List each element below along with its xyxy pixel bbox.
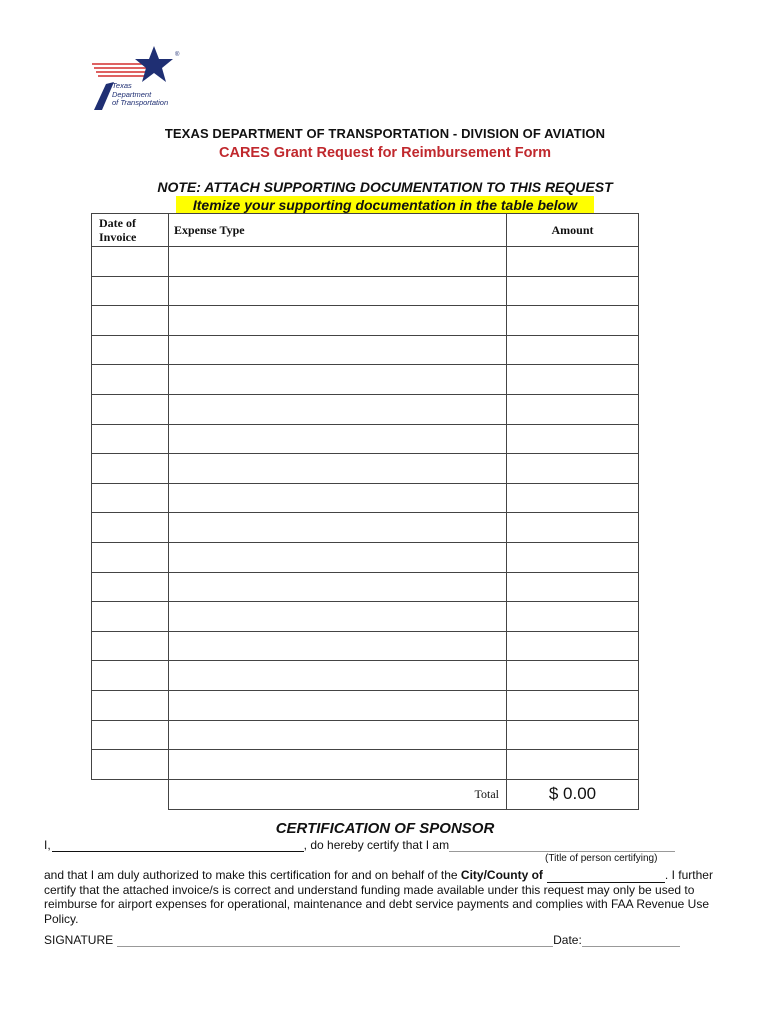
date-cell[interactable] — [92, 513, 169, 543]
table-row — [92, 394, 639, 424]
registered-mark: ® — [175, 52, 180, 58]
name-field[interactable] — [52, 839, 304, 852]
column-header-label: Amount — [551, 223, 594, 237]
table-row — [92, 631, 639, 661]
expense-type-cell[interactable] — [169, 542, 507, 572]
expense-type-cell[interactable] — [169, 661, 507, 691]
signature-label: SIGNATURE — [44, 933, 114, 947]
certification-paragraph — [44, 868, 720, 926]
date-cell[interactable] — [92, 365, 169, 395]
table-row — [92, 720, 639, 750]
expense-type-cell[interactable] — [169, 394, 507, 424]
expense-type-cell[interactable] — [169, 572, 507, 602]
expense-type-cell[interactable] — [169, 750, 507, 780]
column-header-expense-type — [169, 214, 507, 247]
expense-table-body — [92, 247, 639, 780]
total-spacer — [92, 779, 169, 809]
expense-type-cell[interactable] — [169, 513, 507, 543]
table-row — [92, 454, 639, 484]
agency-heading: TEXAS DEPARTMENT OF TRANSPORTATION - DIVISION OF AVIATION — [164, 126, 606, 141]
amount-cell[interactable] — [507, 602, 639, 632]
logo-line: Texas — [112, 81, 132, 90]
date-cell[interactable] — [92, 394, 169, 424]
form-title: CARES Grant Request for Reimbursement Form — [219, 145, 551, 161]
column-header-amount — [507, 214, 639, 247]
table-row — [92, 750, 639, 780]
amount-cell[interactable] — [507, 247, 639, 277]
table-row — [92, 690, 639, 720]
amount-cell[interactable] — [507, 424, 639, 454]
amount-cell[interactable] — [507, 513, 639, 543]
para-rest: . I further certify that the attached invoice/s is correct and understand funding made available under this request may only be used to reimburse for airport expenses for operational, maintenance and debt service payments and complies with FAA Revenue Use Policy. — [44, 868, 713, 926]
table-row — [92, 572, 639, 602]
total-row — [92, 779, 639, 809]
table-row — [92, 276, 639, 306]
itemize-instruction: Itemize your supporting documentation in the table below — [176, 196, 594, 214]
date-cell[interactable] — [92, 602, 169, 632]
table-row — [92, 542, 639, 572]
amount-cell[interactable] — [507, 690, 639, 720]
title-hint: (Title of person certifying) — [545, 853, 658, 864]
amount-cell[interactable] — [507, 572, 639, 602]
amount-cell[interactable] — [507, 454, 639, 484]
amount-cell[interactable] — [507, 276, 639, 306]
certify-prefix: I, — [44, 838, 51, 852]
amount-cell[interactable] — [507, 483, 639, 513]
city-county-field[interactable] — [547, 870, 665, 883]
date-field[interactable] — [582, 934, 680, 947]
signature-line — [44, 933, 680, 947]
column-header-date — [92, 214, 169, 247]
date-cell[interactable] — [92, 454, 169, 484]
amount-cell[interactable] — [507, 631, 639, 661]
amount-cell[interactable] — [507, 750, 639, 780]
expense-type-cell[interactable] — [169, 483, 507, 513]
date-cell[interactable] — [92, 247, 169, 277]
expense-type-cell[interactable] — [169, 720, 507, 750]
expense-type-cell[interactable] — [169, 690, 507, 720]
expense-type-cell[interactable] — [169, 247, 507, 277]
date-cell[interactable] — [92, 483, 169, 513]
date-cell[interactable] — [92, 631, 169, 661]
amount-cell[interactable] — [507, 306, 639, 336]
total-amount-field[interactable]: $ 0.00 — [507, 779, 639, 809]
date-cell[interactable] — [92, 690, 169, 720]
expense-table — [91, 213, 639, 810]
total-label: Total — [169, 779, 507, 809]
date-cell[interactable] — [92, 276, 169, 306]
table-row — [92, 513, 639, 543]
table-row — [92, 365, 639, 395]
expense-type-cell[interactable] — [169, 424, 507, 454]
date-cell[interactable] — [92, 424, 169, 454]
table-row — [92, 306, 639, 336]
column-header-date-line: Date of — [99, 216, 136, 230]
signature-field[interactable] — [117, 934, 553, 947]
certification-title: CERTIFICATION OF SPONSOR — [275, 820, 495, 837]
amount-cell[interactable] — [507, 661, 639, 691]
amount-cell[interactable] — [507, 394, 639, 424]
attach-note: NOTE: ATTACH SUPPORTING DOCUMENTATION TO THIS REQUEST — [157, 179, 613, 195]
amount-cell[interactable] — [507, 365, 639, 395]
date-cell[interactable] — [92, 720, 169, 750]
date-cell[interactable] — [92, 542, 169, 572]
certification-line — [44, 838, 675, 852]
column-header-date-line: Invoice — [99, 230, 137, 244]
table-row — [92, 602, 639, 632]
table-row — [92, 661, 639, 691]
expense-type-cell[interactable] — [169, 276, 507, 306]
expense-type-cell[interactable] — [169, 306, 507, 336]
date-cell[interactable] — [92, 750, 169, 780]
logo-text — [112, 82, 168, 108]
table-row — [92, 483, 639, 513]
amount-cell[interactable] — [507, 542, 639, 572]
date-cell[interactable] — [92, 572, 169, 602]
date-cell[interactable] — [92, 661, 169, 691]
para-start: and that I am duly authorized to make this certification for and on behalf of the — [44, 868, 458, 882]
expense-type-cell[interactable] — [169, 454, 507, 484]
amount-cell[interactable] — [507, 720, 639, 750]
date-cell[interactable] — [92, 306, 169, 336]
logo-line: of Transportation — [112, 98, 169, 107]
title-field[interactable] — [449, 839, 675, 852]
expense-type-cell[interactable] — [169, 602, 507, 632]
table-header-row — [92, 214, 639, 247]
table-row — [92, 424, 639, 454]
table-row — [92, 247, 639, 277]
date-label: Date: — [553, 933, 582, 947]
expense-type-cell[interactable] — [169, 335, 507, 365]
amount-cell[interactable] — [507, 335, 639, 365]
table-row — [92, 335, 639, 365]
expense-type-cell[interactable] — [169, 365, 507, 395]
logo-line: Department — [112, 89, 152, 99]
txdot-logo — [88, 44, 188, 116]
date-cell[interactable] — [92, 335, 169, 365]
expense-type-cell[interactable] — [169, 631, 507, 661]
certify-mid: , do hereby certify that I am — [303, 838, 450, 852]
city-county-label: City/County of — [460, 868, 543, 882]
column-header-label: Expense Type — [174, 223, 245, 237]
